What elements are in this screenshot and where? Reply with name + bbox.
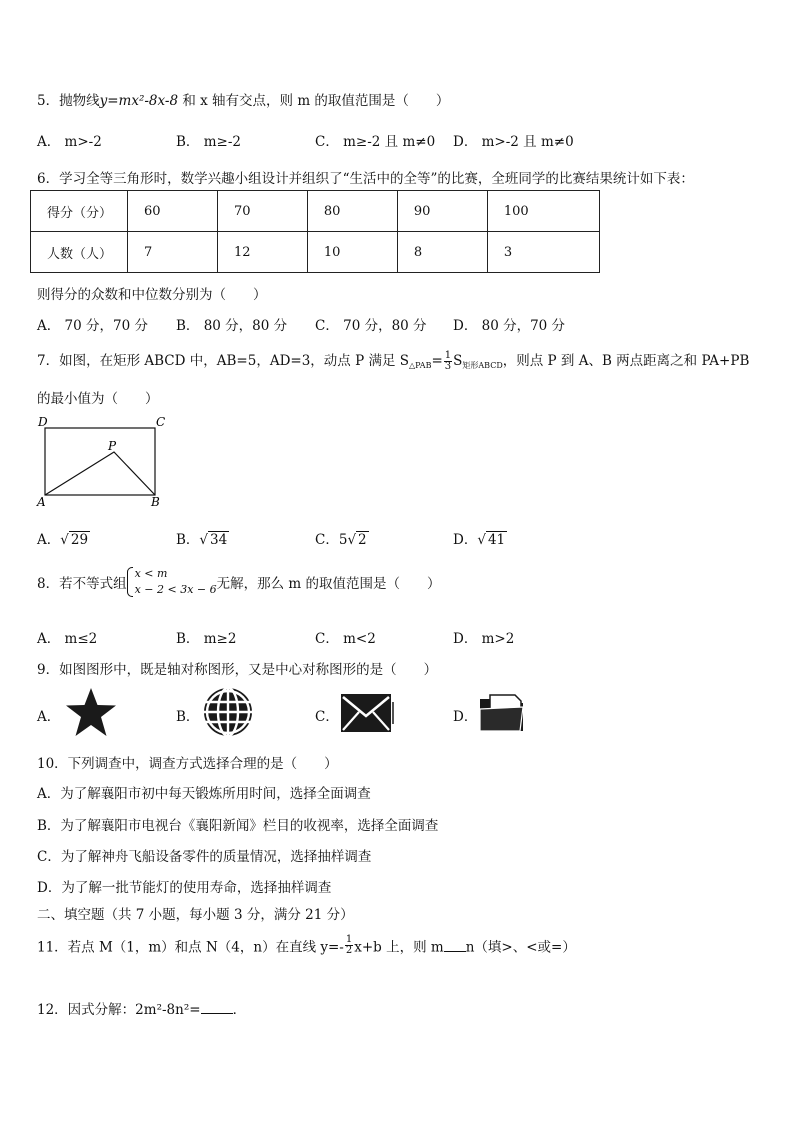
q6-question: 则得分的众数和中位数分别为（ ） <box>37 287 267 303</box>
q7-stem-suffix: ，则点 P 到 A、B 两点距离之和 PA+PB <box>502 353 750 369</box>
q7-option-d-label: D． <box>453 532 478 548</box>
sqrt-symbol: √ 41 <box>477 532 506 548</box>
q8-option-c[interactable]: C． m<2 <box>315 631 376 647</box>
q7-option-c-radicand: 2 <box>358 532 367 548</box>
q7-stem-prefix: 7．如图，在矩形 ABCD 中，AB=5，AD=3，动点 P 满足 S <box>37 353 409 369</box>
q7-option-b-radicand: 34 <box>210 532 228 548</box>
q11-frac-denominator: 2 <box>345 945 353 956</box>
table-row <box>31 232 600 273</box>
table-cell: 得分（分） <box>31 191 128 232</box>
table-cell: 人数（人） <box>31 232 128 273</box>
q9-option-b[interactable]: B． <box>176 709 200 725</box>
table-cell: 12 <box>217 232 307 273</box>
table-cell: 100 <box>487 191 599 232</box>
q7-option-d[interactable] <box>453 528 507 548</box>
q7-option-c-label: C． <box>315 532 339 548</box>
q5-option-b[interactable]: B． m≥-2 <box>176 134 241 150</box>
q12-stem-suffix: ． <box>232 1002 247 1018</box>
q5-option-d[interactable]: D． m>-2 且 m≠0 <box>453 134 574 150</box>
table-cell: 10 <box>307 232 397 273</box>
q9-option-d[interactable]: D． <box>453 709 478 725</box>
q7-option-c-coef: 5 <box>338 532 348 548</box>
q5-formula: y=mx²-8x-8 <box>99 93 179 109</box>
table-cell: 80 <box>307 191 397 232</box>
section-title: 二、填空题（共 7 小题，每小题 3 分，满分 21 分） <box>37 907 354 923</box>
q10-option-c[interactable]: C．为了解神舟飞船设备零件的质量情况，选择抽样调查 <box>37 849 372 865</box>
q7-option-a-label: A． <box>37 532 61 548</box>
q6-option-d[interactable]: D． 80 分，70 分 <box>453 318 566 334</box>
q5-stem-prefix: 5．抛物线 <box>37 93 100 109</box>
table-cell: 8 <box>397 232 487 273</box>
q11-stem-suffix: n（填>、<或=） <box>465 939 576 956</box>
triangle-pab <box>45 452 155 495</box>
q10-stem: 10．下列调查中，调查方式选择合理的是（ ） <box>37 756 338 772</box>
q6-option-a[interactable]: A． 70 分，70 分 <box>37 318 148 334</box>
q7-option-b[interactable] <box>176 528 229 548</box>
q7-option-d-radicand: 41 <box>487 532 506 548</box>
inequality-2: x − 2 < 3x − 6 <box>134 583 217 596</box>
q11-stem <box>37 935 576 956</box>
q11-stem-prefix: 11．若点 M（1，m）和点 N（4，n）在直线 y=- <box>37 939 344 956</box>
q7-subscript-pab: △PAB <box>409 361 432 370</box>
table-cell: 7 <box>128 232 218 273</box>
q10-option-d[interactable]: D．为了解一批节能灯的使用寿命，选择抽样调查 <box>37 880 332 896</box>
table-cell: 70 <box>217 191 307 232</box>
q6-option-b[interactable]: B． 80 分，80 分 <box>176 318 288 334</box>
q7-option-a-radicand: 29 <box>70 532 89 548</box>
envelope-icon <box>339 692 395 734</box>
q7-subscript-rect: 矩形ABCD <box>462 361 503 370</box>
q11-fraction <box>345 935 353 956</box>
q7-area-symbol: S <box>453 353 463 369</box>
star-icon <box>64 686 118 738</box>
q7-option-c[interactable] <box>315 528 369 548</box>
inequality-1: x < m <box>134 567 168 580</box>
table-row <box>31 191 600 232</box>
table-cell: 3 <box>487 232 599 273</box>
table-cell: 60 <box>128 191 218 232</box>
q9-stem: 9．如图图形中，既是轴对称图形，又是中心对称图形的是（ ） <box>37 662 438 678</box>
inequality-system <box>127 566 217 598</box>
label-d: D <box>38 415 48 429</box>
q8-option-d[interactable]: D． m>2 <box>453 631 515 647</box>
sqrt-symbol: √ 34 <box>199 532 228 548</box>
q6-option-c[interactable]: C． 70 分，80 分 <box>315 318 427 334</box>
folder-icon <box>477 691 527 735</box>
q10-option-a[interactable]: A．为了解襄阳市初中每天锻炼所用时间，选择全面调查 <box>37 786 371 802</box>
q11-answer-blank[interactable] <box>444 939 466 952</box>
q12-stem <box>37 998 246 1018</box>
label-b: B <box>151 495 160 509</box>
q11-frac-numerator: 1 <box>345 934 353 945</box>
q5-stem-suffix: 和 x 轴有交点，则 m 的取值范围是（ ） <box>178 93 450 109</box>
q8-option-b[interactable]: B． m≥2 <box>176 631 237 647</box>
label-c: C <box>156 415 166 429</box>
q7-stem <box>37 349 749 372</box>
q7-equals: = <box>431 353 443 369</box>
q11-stem-middle: x+b 上，则 m <box>354 939 444 956</box>
q8-stem-prefix: 8．若不等式组 <box>37 576 127 592</box>
rectangle-figure <box>34 414 169 510</box>
q8-stem-suffix: 无解，那么 m 的取值范围是（ ） <box>216 576 441 592</box>
q7-stem-line2: 的最小值为（ ） <box>37 391 159 407</box>
globe-icon <box>200 686 256 738</box>
sqrt-symbol: √ 2 <box>347 532 367 548</box>
score-table <box>30 190 600 273</box>
q7-frac-numerator: 1 <box>444 350 452 361</box>
table-cell: 90 <box>397 191 487 232</box>
q10-option-b[interactable]: B．为了解襄阳市电视台《襄阳新闻》栏目的收视率，选择全面调查 <box>37 818 439 834</box>
q7-option-b-label: B． <box>176 532 200 548</box>
sqrt-symbol: √ 29 <box>60 532 89 548</box>
q7-option-a[interactable] <box>37 528 90 548</box>
q7-frac-denominator: 3 <box>444 361 452 372</box>
q8-stem <box>37 566 441 598</box>
q5-option-c[interactable]: C． m≥-2 且 m≠0 <box>315 134 436 150</box>
q8-option-a[interactable]: A． m≤2 <box>37 631 98 647</box>
q12-stem-prefix: 12．因式分解：2m²-8n²= <box>37 1002 201 1018</box>
q5-option-a[interactable]: A． m>-2 <box>37 134 102 150</box>
q6-stem: 6．学习全等三角形时，数学兴趣小组设计并组织了“生活中的全等”的比赛，全班同学的比赛结果统计如下表： <box>37 171 694 187</box>
q5-stem <box>37 89 449 109</box>
q9-option-c[interactable]: C． <box>315 709 339 725</box>
label-p: P <box>108 439 117 453</box>
q7-fraction <box>444 351 452 372</box>
q9-option-a[interactable]: A． <box>37 709 61 725</box>
label-a: A <box>37 495 46 509</box>
q12-answer-blank[interactable] <box>201 1001 233 1014</box>
